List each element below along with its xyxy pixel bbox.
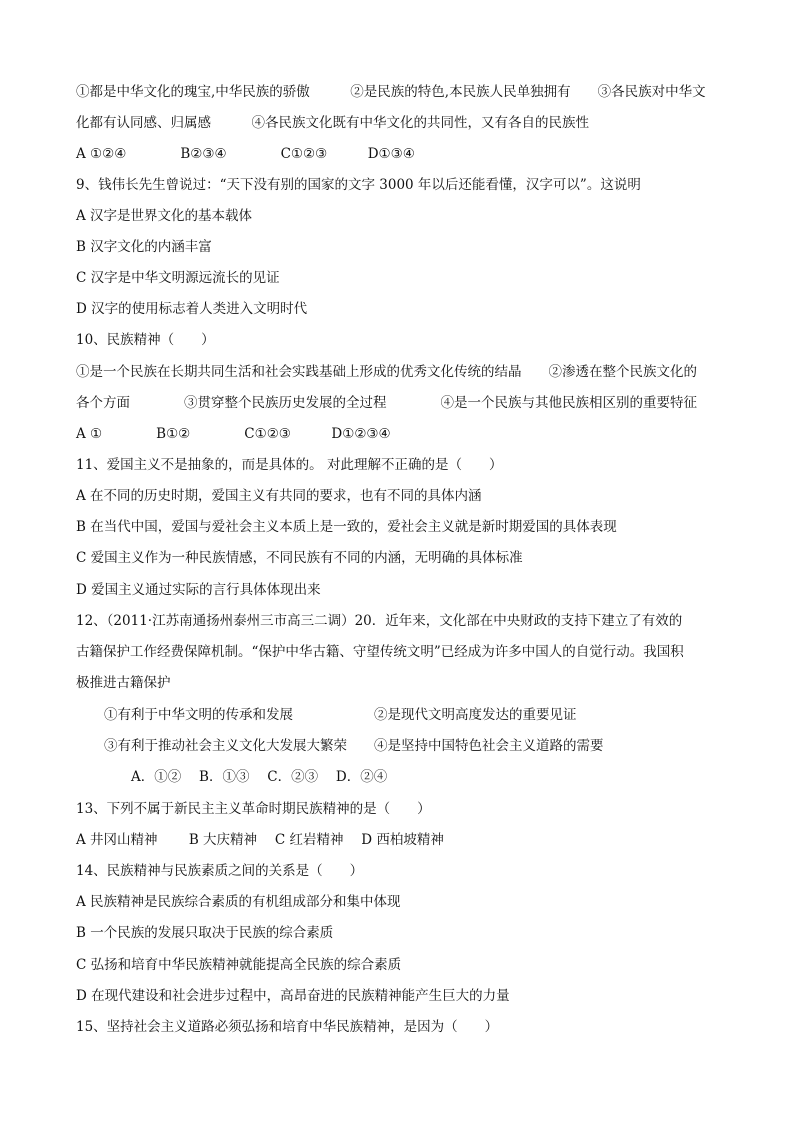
q13-options: A 井冈山精神 B 大庆精神 C 红岩精神 D 西柏坡精神: [76, 832, 444, 848]
q9-stem: 9、钱伟长先生曾说过：“天下没有别的国家的文字 3000 年以后还能看懂，汉字可以”。这说明: [76, 177, 641, 193]
q11-option-c: C 爱国主义作为一种民族情感，不同民族有不同的内涵，无明确的具体标准: [76, 550, 523, 566]
q9-option-b: B 汉字文化的内涵丰富: [76, 239, 212, 255]
q9-option-c: C 汉字是中华文明源远流长的见证: [76, 270, 280, 286]
q11-option-d: D 爱国主义通过实际的言行具体体现出来: [76, 582, 321, 598]
q13-stem: 13、下列不属于新民主主义革命时期民族精神的是（ ）: [76, 801, 431, 817]
q14-option-a: A 民族精神是民族综合素质的有机组成部分和集中体现: [76, 894, 401, 910]
q12-stem-line2: 古籍保护工作经费保障机制。“保护中华古籍、守望传统文明”已经成为许多中国人的自觉行动。我国积: [76, 644, 684, 660]
q10-options-line2: 各个方面 ③贯穿整个民族历史发展的全过程 ④是一个民族与其他民族相区别的重要特征: [76, 395, 697, 411]
q10-options-line1: ①是一个民族在长期共同生活和社会实践基础上形成的优秀文化传统的结晶 ②渗透在整个民族文化的: [76, 364, 697, 380]
q15-stem: 15、坚持社会主义道路必须弘扬和培育中华民族精神，是因为（ ）: [76, 1019, 499, 1035]
q10-answers: A ① B①② C①②③ D①②③④: [76, 426, 391, 442]
q9-option-d: D 汉字的使用标志着人类进入文明时代: [76, 301, 308, 317]
q8-options-line1: ①都是中华文化的瑰宝,中华民族的骄傲 ②是民族的特色,本民族人民单独拥有 ③各民族对中华文: [76, 84, 706, 100]
q8-options-line2: 化都有认同感、归属感 ④各民族文化既有中华文化的共同性，又有各自的民族性: [76, 115, 589, 131]
q12-options-line2: ③有利于推动社会主义文化大发展大繁荣 ④是坚持中国特色社会主义道路的需要: [104, 738, 604, 754]
q14-stem: 14、民族精神与民族素质之间的关系是（ ）: [76, 863, 364, 879]
q12-answers: A．①② B．①③ C．②③ D．②④: [131, 769, 388, 785]
q12-stem-line3: 极推进古籍保护: [76, 675, 171, 691]
q14-option-c: C 弘扬和培育中华民族精神就能提高全民族的综合素质: [76, 957, 402, 973]
q12-options-line1: ①有利于中华文明的传承和发展 ②是现代文明高度发达的重要见证: [104, 707, 577, 723]
q12-stem-line1: 12、（2011·江苏南通扬州泰州三市高三二调）20．近年来，文化部在中央财政的支持下建立了有效的: [76, 613, 683, 629]
q8-answers: A ①②④ B②③④ C①②③ D①③④: [76, 146, 415, 162]
q14-option-b: B 一个民族的发展只取决于民族的综合素质: [76, 925, 334, 941]
q9-option-a: A 汉字是世界文化的基本载体: [76, 208, 253, 224]
q11-stem: 11、爱国主义不是抽象的，而是具体的。 对此理解不正确的是（ ）: [76, 457, 503, 473]
q10-stem: 10、民族精神（ ）: [76, 332, 215, 348]
q11-option-b: B 在当代中国，爱国与爱社会主义本质上是一致的，爱社会主义就是新时期爱国的具体表现: [76, 519, 617, 535]
q14-option-d: D 在现代建设和社会进步过程中，高昂奋进的民族精神能产生巨大的力量: [76, 988, 510, 1004]
q11-option-a: A 在不同的历史时期，爱国主义有共同的要求，也有不同的具体内涵: [76, 488, 482, 504]
